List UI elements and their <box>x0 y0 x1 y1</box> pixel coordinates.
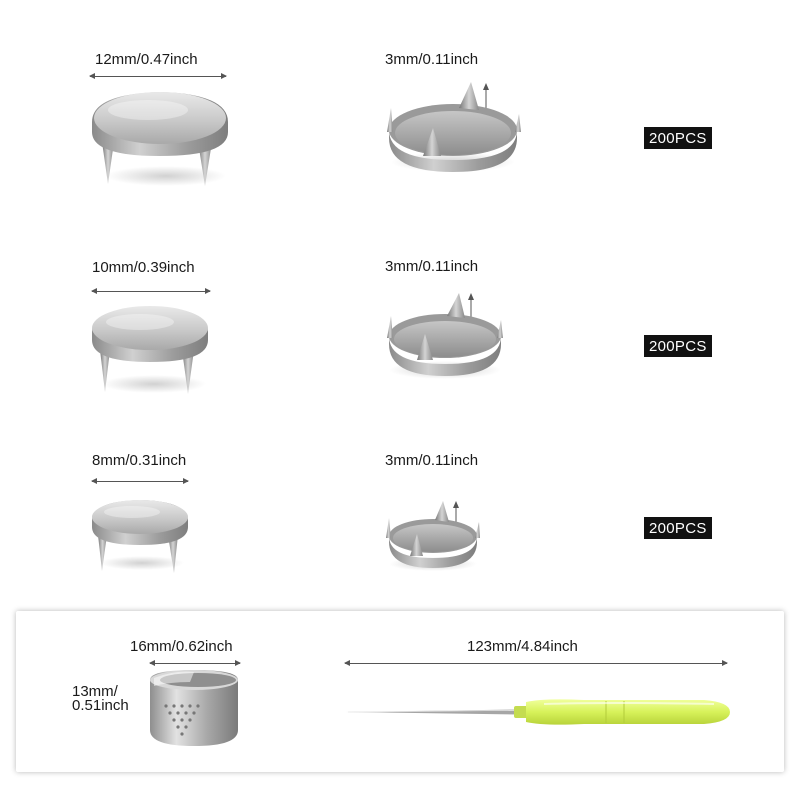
stud-size-dimension-line <box>92 481 188 482</box>
stud-size-dimension-line <box>92 291 210 292</box>
stud-size-dimension-line <box>90 76 226 77</box>
round-stud-12mm <box>88 84 238 194</box>
prong-setting-row1 <box>383 78 528 178</box>
thimble-ring <box>146 668 246 750</box>
round-stud-10mm <box>88 300 223 400</box>
stud-size-label: 12mm/0.47inch <box>95 51 198 68</box>
thimble-width-dimension-line <box>150 663 240 664</box>
prong-setting-row2 <box>383 290 513 385</box>
prong-setting-row3 <box>383 498 488 578</box>
awl-tool <box>344 694 734 730</box>
prong-height-label: 3mm/0.11inch <box>385 51 479 68</box>
thimble-height-label-line2: 0.51inch <box>72 697 129 714</box>
round-stud-8mm <box>88 495 198 575</box>
thimble-width-label: 16mm/0.62inch <box>130 638 233 655</box>
quantity-badge: 200PCS <box>644 127 712 149</box>
prong-height-label: 3mm/0.11inch <box>385 452 479 469</box>
awl-length-dimension-line <box>345 663 727 664</box>
stud-size-label: 10mm/0.39inch <box>92 259 195 276</box>
quantity-badge: 200PCS <box>644 517 712 539</box>
tools-panel <box>16 611 784 772</box>
thimble-height-label-line1: 13mm/ <box>72 683 118 700</box>
awl-length-label: 123mm/4.84inch <box>467 638 578 655</box>
quantity-badge: 200PCS <box>644 335 712 357</box>
prong-height-label: 3mm/0.11inch <box>385 258 479 275</box>
stud-size-label: 8mm/0.31inch <box>92 452 187 469</box>
